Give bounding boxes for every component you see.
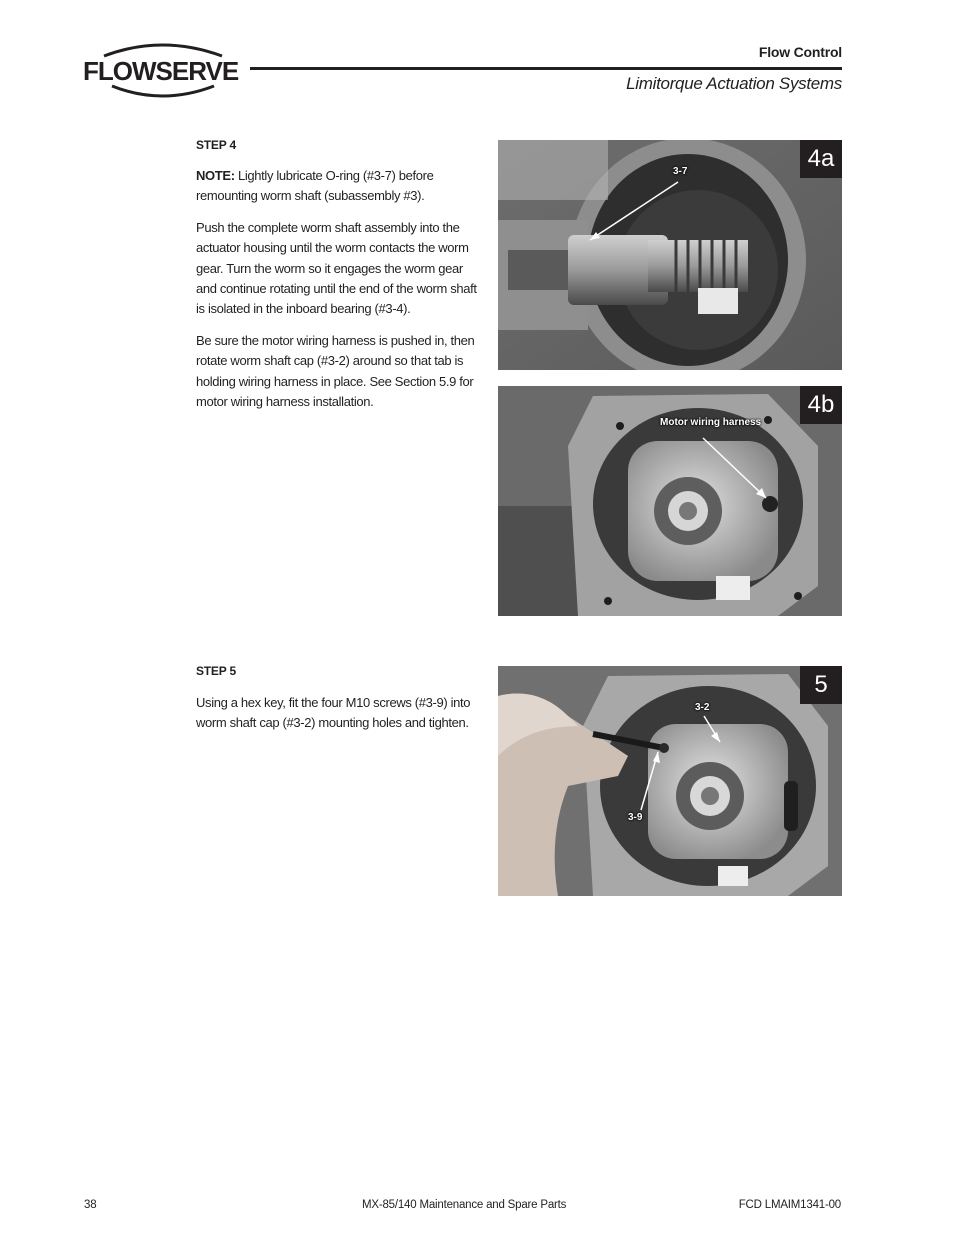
- note-label: NOTE:: [196, 168, 235, 183]
- callout-3-9: 3-9: [628, 812, 643, 823]
- figure-5-photo: [498, 666, 842, 896]
- step4-paragraph-2: Push the complete worm shaft assembly into the actuator housing until the worm contacts the worm gear. Turn the worm so it engages the worm gear and continue rotating until the end of the worm shaft is isolated in the inboard bearing (#3-4).: [196, 220, 477, 317]
- figure-4b-photo: [498, 386, 842, 616]
- flowserve-logo: [82, 40, 244, 102]
- callout-3-2: 3-2: [695, 702, 710, 713]
- step4-paragraph-3: Be sure the motor wiring harness is pushed in, then rotate worm shaft cap (#3-2) around so that tab is holding wiring harness in place. See Section 5.9 for motor wiring harness installation.: [196, 333, 475, 409]
- step4-heading: STEP 4: [196, 138, 236, 152]
- header-rule: [250, 67, 842, 70]
- figure-4a-label: 4a: [800, 140, 842, 178]
- document-code: FCD LMAIM1341-00: [738, 1199, 841, 1211]
- header-subtitle: Limitorque Actuation Systems: [626, 74, 842, 93]
- page-number: 38: [84, 1199, 97, 1211]
- figure-4a-photo: [498, 140, 842, 370]
- callout-motor-wiring-harness: Motor wiring harness: [660, 417, 762, 428]
- note-text: Lightly lubricate O-ring (#3-7) before remounting worm shaft (subassembly #3).: [196, 168, 434, 204]
- step5-paragraph-1: Using a hex key, fit the four M10 screws (#3-9) into worm shaft cap (#3-2) mounting holes and tighten.: [196, 695, 471, 731]
- step4-note: [196, 166, 481, 207]
- callout-3-7: 3-7: [673, 166, 688, 177]
- step5-heading: STEP 5: [196, 664, 236, 678]
- figure-4b-label: 4b: [800, 386, 842, 424]
- document-title: MX-85/140 Maintenance and Spare Parts: [362, 1199, 567, 1211]
- figure-5-label: 5: [800, 666, 842, 704]
- brand-wordmark: FLOWSERVE: [83, 56, 239, 86]
- section-name: Flow Control: [758, 44, 842, 60]
